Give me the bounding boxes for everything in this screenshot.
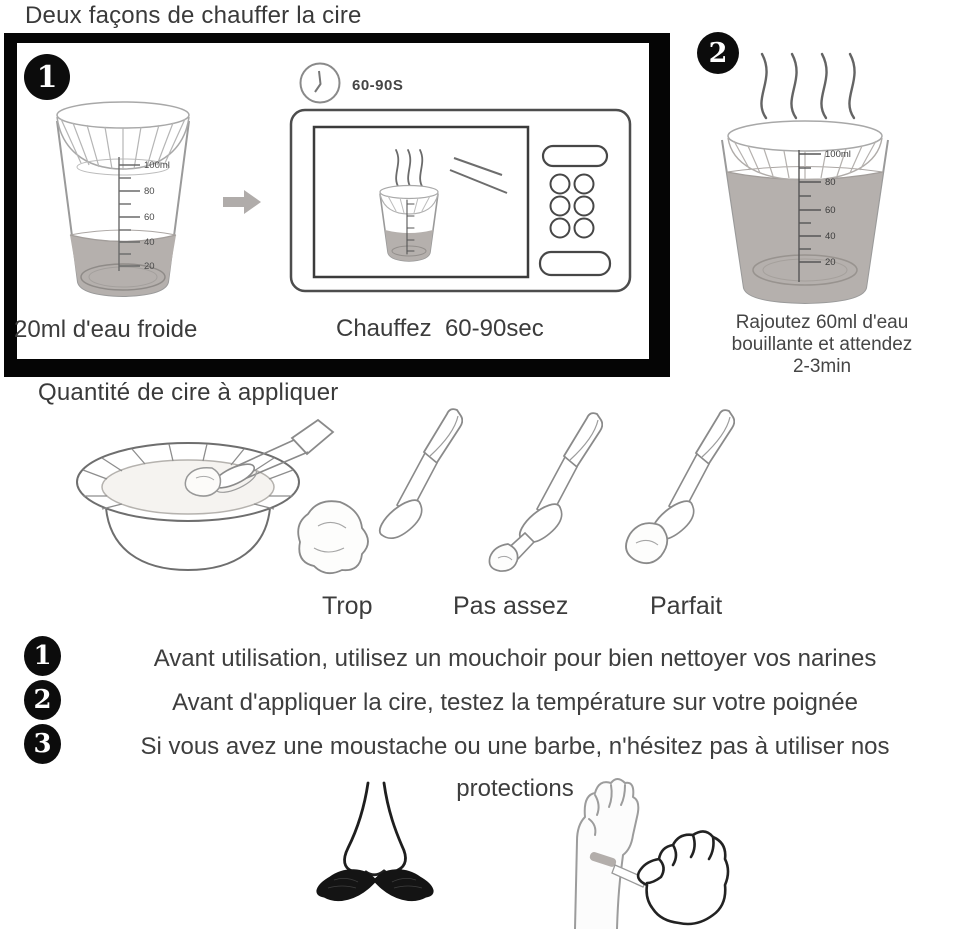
microwave-illustration: [288, 104, 633, 296]
cold-water-cup-illustration: [33, 85, 213, 305]
stick-perfect-illustration: [560, 407, 735, 579]
scale-label: 80: [144, 186, 155, 197]
hot-water-caption: Rajoutez 60ml d'eau bouillante et attendez 2-3min: [731, 312, 913, 377]
scale-label: 20: [144, 261, 155, 272]
label-not-enough: Pas assez: [453, 592, 569, 620]
scale-label: 40: [825, 231, 836, 242]
heading-heating-methods: Deux façons de chauffer la cire: [25, 2, 362, 29]
scale-label: 100ml: [144, 160, 170, 171]
tip-1-badge: 1: [24, 636, 61, 676]
hot-water-cup-illustration: [700, 42, 915, 307]
tip-1-text: Avant utilisation, utilisez un mouchoir pour bien nettoyer vos narines: [153, 645, 877, 672]
tip-3-badge: 3: [24, 724, 61, 764]
cold-water-caption: 20ml d'eau froide: [14, 316, 198, 343]
arrow-right-icon: [220, 186, 264, 218]
nose-mustache-illustration: [310, 780, 434, 905]
heading-wax-quantity: Quantité de cire à appliquer: [38, 379, 339, 406]
wrist-test-illustration: [555, 775, 730, 929]
scale-label: 80: [825, 177, 836, 188]
microwave-caption: Chauffez 60-90sec: [336, 315, 544, 342]
tip-2-badge: 2: [24, 680, 61, 720]
scale-label: 60: [825, 205, 836, 216]
step-1-badge: 1: [24, 54, 70, 100]
scale-label: 20: [825, 257, 836, 268]
scale-label: 100ml: [825, 149, 851, 160]
timer-label: 60-90S: [352, 77, 404, 94]
scale-label: 60: [144, 212, 155, 223]
scale-label: 40: [144, 237, 155, 248]
label-too-much: Trop: [322, 592, 373, 620]
tip-2-text: Avant d'appliquer la cire, testez la température sur votre poignée: [172, 689, 858, 716]
tip-3-text: Si vous avez une moustache ou une barbe, n'hésitez pas à utiliser nos protections: [140, 733, 890, 802]
label-perfect: Parfait: [650, 592, 723, 620]
step-2-badge: 2: [697, 32, 739, 74]
clock-icon: [297, 60, 343, 106]
